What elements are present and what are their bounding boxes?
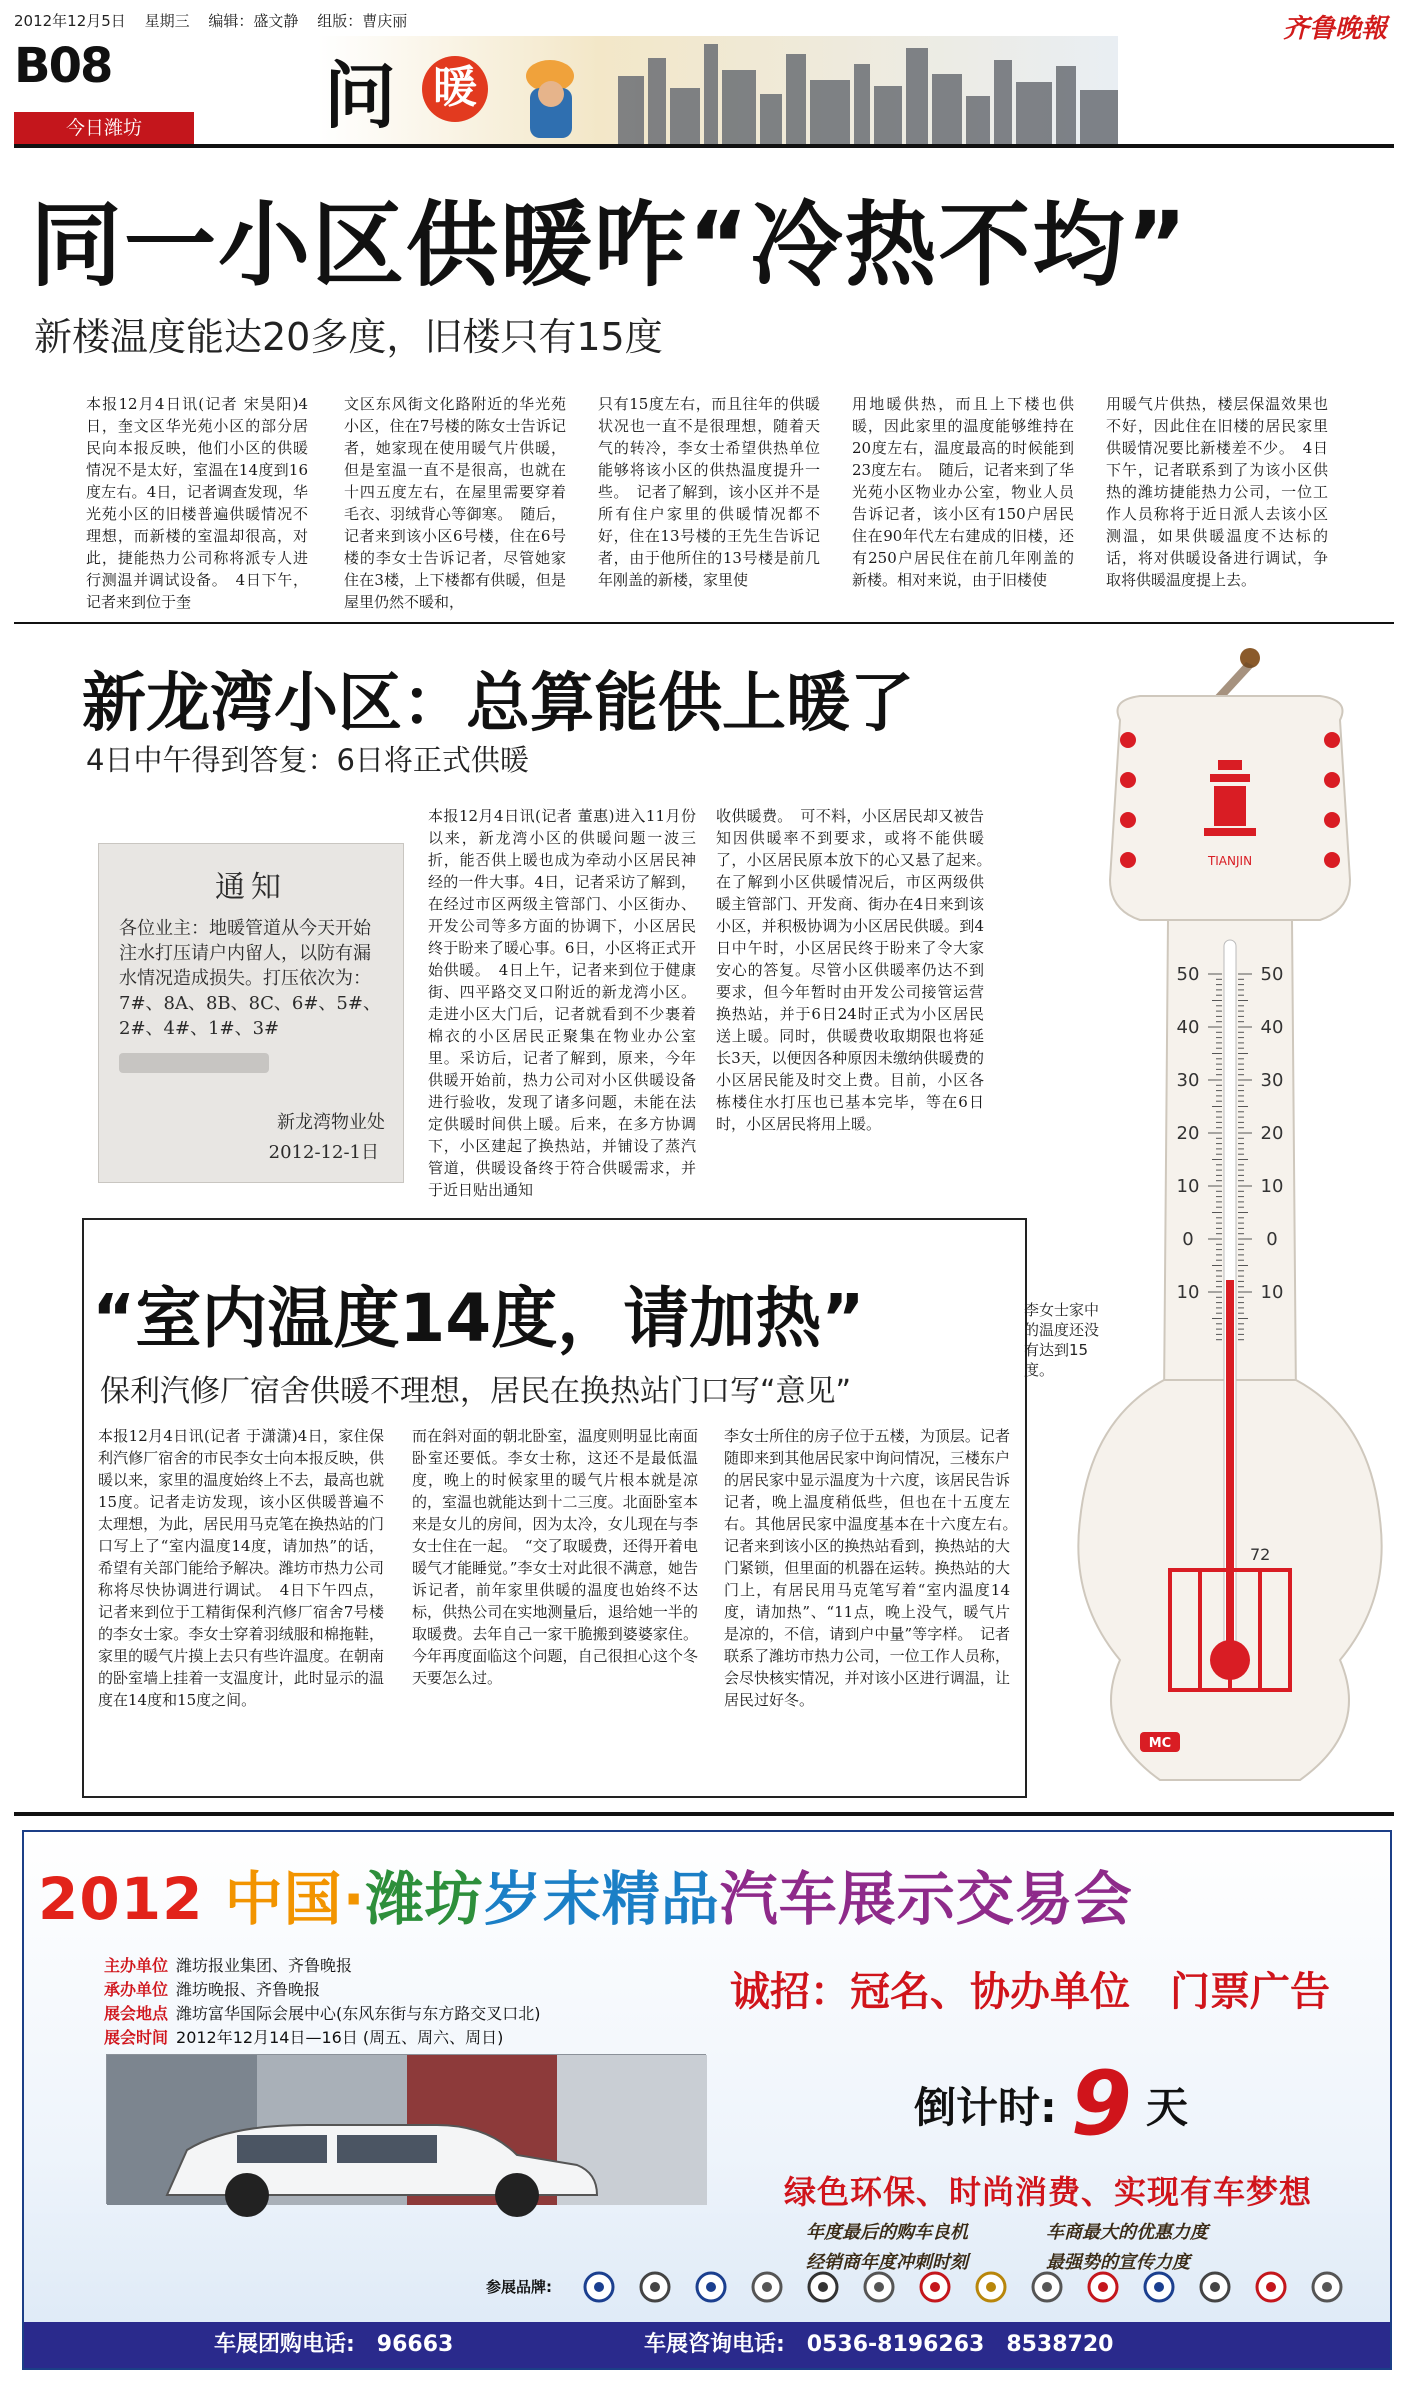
story1-column-1: 本报12月4日讯(记者 宋昊阳)4日，奎文区华光苑小区的部分居民向本报反映，他们小区的供暖情况不是太好，室温在14度到16度左右。4日，记者调查发现，华光苑小区的旧楼普遍供暖情况不理想，而新楼的室温却很高，对此，捷能热力公司称将派专人进行测温并调试设备。 4日下午，记者来到位于奎 (86, 395, 308, 611)
notice-body: 各位业主：地暖管道从今天开始注水打压请户内留人，以防有漏水情况造成损失。打压依次为：7#、8A、8B、8C、6#、5#、2#、4#、1#、3# (119, 918, 381, 1039)
ad-sponsor-invite: 诚招：冠名、协办单位 门票广告 (730, 1969, 1330, 2015)
issue-weekday: 星期三 (144, 12, 190, 30)
story1-column-2: 文区东风街文化路附近的华光苑小区，住在7号楼的陈女士告诉记者，她家现在使用暖气片供暖，但是室温一直不是很高，也就在十四五度左右，在屋里需要穿着毛衣、羽绒背心等御寒。 随后，记者来到该小区6号楼，住在6号楼的李女士告诉记者，尽管她家住在3楼，上下楼都有供暖，但是屋里仍然不暖和， (344, 395, 566, 611)
ad-info-row: 展会时间 2012年12月14日—16日 (周五、周六、周日) (104, 2028, 504, 2047)
chery-icon-center (1042, 2282, 1052, 2292)
ad-info-row: 展会地点 潍坊富华国际会展中心(东风东街与东方路交叉口北) (104, 2004, 541, 2023)
notice-date: 2012-12-1日 (268, 1142, 379, 1163)
thermometer-photo (1050, 640, 1406, 1800)
story2-headline: 新龙湾小区：总算能供上暖了 (82, 667, 914, 741)
hyundai-icon-center (1154, 2282, 1164, 2292)
suv-car-illustration (107, 2055, 707, 2205)
notice-blurred-line (119, 1053, 269, 1073)
editor-credit: 编辑：盛文静 (208, 12, 299, 30)
ad-rule (14, 1812, 1394, 1816)
story1-headline: 同一小区供暖咋“冷热不均” (30, 192, 1189, 299)
thermo-maker-label: MC (1148, 1736, 1172, 1751)
page-number: B08 (14, 38, 112, 94)
chevrolet-icon-center (986, 2282, 996, 2292)
volvo-icon-center (706, 2282, 716, 2292)
story2-subhead: 4日中午得到答复：6日将正式供暖 (86, 743, 529, 777)
story3-column-2: 而在斜对面的朝北卧室，温度则明显比南面卧室还要低。李女士称，这还不是最低温度，晚上的时候家里的暖气片根本就是凉的，室温也就能达到十二三度。北面卧室本来是女儿的房间，因为太冷，女儿现在与李女士住在一起。 “交了取暖费，还得开着电暖气才能睡觉。”李女士对此很不满意，她告诉记者，前年家里供暖的温度也始终不达标，供热公司在实地测量后，退给她一半的取暖费。去年自己一家干脆搬到婆婆家住。今年再度面临这个问题，自己很担心这个冬天要怎么过。 (412, 1427, 698, 1687)
ad-title-expo: 汽车展示交易会 (719, 1865, 1133, 1933)
section-rule (14, 622, 1394, 624)
layout-credit: 组版：曹庆丽 (317, 12, 408, 30)
ad-group-buy-phone: 车展团购电话: 96663 (214, 2332, 454, 2357)
ad-brands-label: 参展品牌: (486, 2278, 552, 2296)
buick-icon-center (762, 2282, 772, 2292)
thermo-reading: 72 (1250, 1545, 1271, 1564)
story3-subhead: 保利汽修厂宿舍供暖不理想，居民在换热站门口写“意见” (100, 1374, 852, 1409)
thermometer-tick-label: 30 (1176, 1070, 1200, 1091)
countdown-suffix: 天 (1146, 2083, 1189, 2132)
bmw-icon-center (594, 2282, 604, 2292)
thermometer-tick-label: 0 (1182, 1229, 1194, 1250)
story3-column-1: 本报12月4日讯(记者 于潇潇)4日，家住保利汽修厂宿舍的市民李女士向本报反映，供暖以来，家里的温度始终上不去，最高也就15度。记者走访发现，该小区供暖普遍不太理想，为此，居民用马克笔在换热站的门口写上了“室内温度14度，请加热”的话，希望有关部门能给予解决。潍坊市热力公司称将尽快协调进行调试。 4日下午四点，记者来到位于工精街保利汽修厂宿舍7号楼的李女士家。李女士穿着羽绒服和棉拖鞋，家里的暖气片摸上去只有些许温度。在朝南的卧室墙上挂着一支温度计，此时显示的温度在14度和15度之间。 (98, 1427, 384, 1709)
thermometer-tick-label: 30 (1260, 1070, 1284, 1091)
peugeot-icon-center (1210, 2282, 1220, 2292)
jmc-icon-center (1098, 2282, 1108, 2292)
story1-column-4: 用地暖供热，而且上下楼也供暖，因此家里的温度能够维持在20度左右，温度最高的时候能到23度左右。 随后，记者来到了华光苑小区物业办公室，物业人员告诉记者，该小区有150户居民住在90年代左右建成的旧楼，还有250户居民住在前几年刚盖的新楼。相对来说，由于旧楼使 (852, 395, 1074, 589)
thermometer-tick-label: 40 (1176, 1017, 1200, 1038)
story3-headline: “室内温度14度，请加热” (92, 1280, 865, 1357)
infiniti-icon-center (818, 2282, 828, 2292)
section-tag: 今日潍坊 (14, 112, 194, 144)
thermo-brand: TIANJIN (1207, 854, 1253, 868)
thermometer-tick-label: 20 (1176, 1123, 1200, 1144)
ad-car-photos (106, 2054, 706, 2204)
ad-inquiry-phone: 车展咨询电话: 0536-8196263 8538720 (644, 2332, 1114, 2357)
ad-promo-lines (806, 2218, 1286, 2278)
masthead-meta (14, 10, 421, 31)
thermometer-illustration (1050, 640, 1406, 1800)
issue-date: 2012年12月5日 (14, 12, 126, 30)
ad-info-block (104, 1954, 541, 2050)
thermometer-tick-label: 50 (1260, 964, 1284, 985)
top-rule (14, 144, 1394, 148)
ad-title-china: 中国· (224, 1865, 366, 1933)
worker-figure (526, 60, 574, 138)
ad-countdown (914, 2052, 1188, 2155)
thermometer-caption: 李女士家中的温度还没有达到15度。 (1024, 1301, 1100, 1379)
column-banner (318, 36, 1118, 146)
ad-title-year: 2012 (38, 1865, 225, 1933)
story1-subhead: 新楼温度能达20多度，旧楼只有15度 (34, 315, 663, 359)
ad-promo-pair: 年度最后的购车良机 车商最大的优惠力度 (806, 2222, 1208, 2243)
ad-slogan: 绿色环保、时尚消费、实现有车梦想 (784, 2173, 1313, 2211)
haima-icon-center (1322, 2282, 1332, 2292)
banner-keyword-warm: 暖 (422, 56, 488, 122)
notice-photo (98, 843, 404, 1183)
thermometer-tick-label: 10 (1260, 1282, 1284, 1303)
story2-column-1: 本报12月4日讯(记者 董惠)进入11月份以来，新龙湾小区的供暖问题一波三折，能否供上暖也成为牵动小区居民神经的一件大事。4日，记者采访了解到，在经过市区两级主管部门、小区街办、开发公司等多方面的协调下，小区居民终于盼来了暖心事。6日，小区将正式开始供暖。 4日上午，记者来到位于健康街、四平路交叉口附近的新龙湾小区。走进小区大门后，记者就看到不少裹着棉衣的小区居民正聚集在物业办公室里。采访后，记者了解到，原来，今年供暖开始前，热力公司对小区供暖设备进行验收，发现了诸多问题，未能在法定供暖时间供上暖。后来，在多方协调下，小区建起了换热站，并铺设了蒸汽管道，供暖设备终于符合供暖需求，并于近日贴出通知 (428, 807, 696, 1199)
ad-promo-pair: 经销商年度冲刺时刻 最强势的宣传力度 (806, 2252, 1190, 2273)
auto-show-advertisement (22, 1830, 1392, 2370)
notice-title: 通知 (215, 870, 287, 905)
ad-info-row: 承办单位 潍坊晚报、齐鲁晚报 (104, 1980, 321, 1999)
banner-keyword-ask: 问 (324, 54, 397, 138)
story2-column-2: 收供暖费。 可不料，小区居民却又被告知因供暖率不到要求，或将不能供暖了，小区居民原本放下的心又悬了起来。 在了解到小区供暖情况后，市区两级供暖主管部门、开发商、街办在4日来到该小区，并积极协调为小区居民供暖。到4日中午时，小区居民终于盼来了令大家安心的答复。尽管小区供暖率仍达不到要求，但今年暂时由开发公司接管运营换热站，并于6日24时正式为小区居民送上暖。同时，供暖费收取期限也将延长3天，以便因各种原因未缴纳供暖费的小区居民能及时交上费。目前，小区各栋楼住水打压也已基本完毕，等在6日时，小区居民将用上暖。 (716, 807, 1000, 1133)
thermometer-tick-label: 50 (1176, 964, 1200, 985)
toyota-icon-center (1266, 2282, 1276, 2292)
thermometer-tick-label: 10 (1176, 1282, 1200, 1303)
thermometer-tick-label: 0 (1266, 1229, 1278, 1250)
ssangyong-icon-center (874, 2282, 884, 2292)
countdown-number: 9 (1070, 2052, 1133, 2155)
mitsubishi-icon-center (930, 2282, 940, 2292)
thermometer-tick-label: 40 (1260, 1017, 1284, 1038)
thermometer-tick-label: 10 (1176, 1176, 1200, 1197)
story3-column-3: 李女士所住的房子位于五楼，为顶层。记者随即来到其他居民家中询问情况，三楼东户的居民家中显示温度为十六度，该居民告诉记者，晚上温度稍低些，但也在十五度左右。其他居民家中温度基本在十六度左右。 记者来到该小区的换热站看到，换热站的大门紧锁，但里面的机器在运转。换热站的大门上，有居民用马克笔写着“室内温度14度，请加热”、“11点，晚上没气，暖气片是凉的，不信，请到户中量”等字样。 记者联系了潍坊市热力公司，一位工作人员称，会尽快核实情况，并对该小区进行调温，让居民过好冬。 (724, 1427, 1026, 1709)
story1-column-3: 只有15度左右，而且往年的供暖状况也一直不是很理想，随着天气的转冷，李女士希望供热单位能够将该小区的供热温度提升一些。 记者了解到，该小区并不是所有住户家里的供暖情况都不好，住在13号楼的王先生告诉记者，由于他所住的13号楼是前几年刚盖的新楼，家里使 (598, 395, 820, 589)
ad-title-city: 潍坊 (365, 1865, 484, 1933)
paper-logo: 齐鲁晚報 (1282, 14, 1387, 44)
audi-icon-center (650, 2282, 660, 2292)
ad-title (38, 1852, 1133, 1936)
notice-signature: 新龙湾物业处 (277, 1112, 385, 1133)
story1-column-5: 用暖气片供热，楼层保温效果也不好，因此住在旧楼的居民家里供暖情况要比新楼差不少。 4日下午，记者联系到了为该小区供热的潍坊捷能热力公司，一位工作人员称将于近日派人去该小区测温，如果供暖温度不达标的话，将对供暖设备进行调试，争取将供暖温度提上去。 (1106, 395, 1328, 589)
thermometer-tick-label: 10 (1260, 1176, 1284, 1197)
ad-title-premium: 岁末精品 (483, 1865, 720, 1933)
brand-logo-row (579, 2270, 1379, 2304)
countdown-prefix: 倒计时: (914, 2083, 1057, 2132)
thermometer-tick-label: 20 (1260, 1123, 1284, 1144)
ad-footer-bar (24, 2322, 1390, 2368)
ad-info-row: 主办单位 潍坊报业集团、齐鲁晚报 (104, 1956, 353, 1975)
